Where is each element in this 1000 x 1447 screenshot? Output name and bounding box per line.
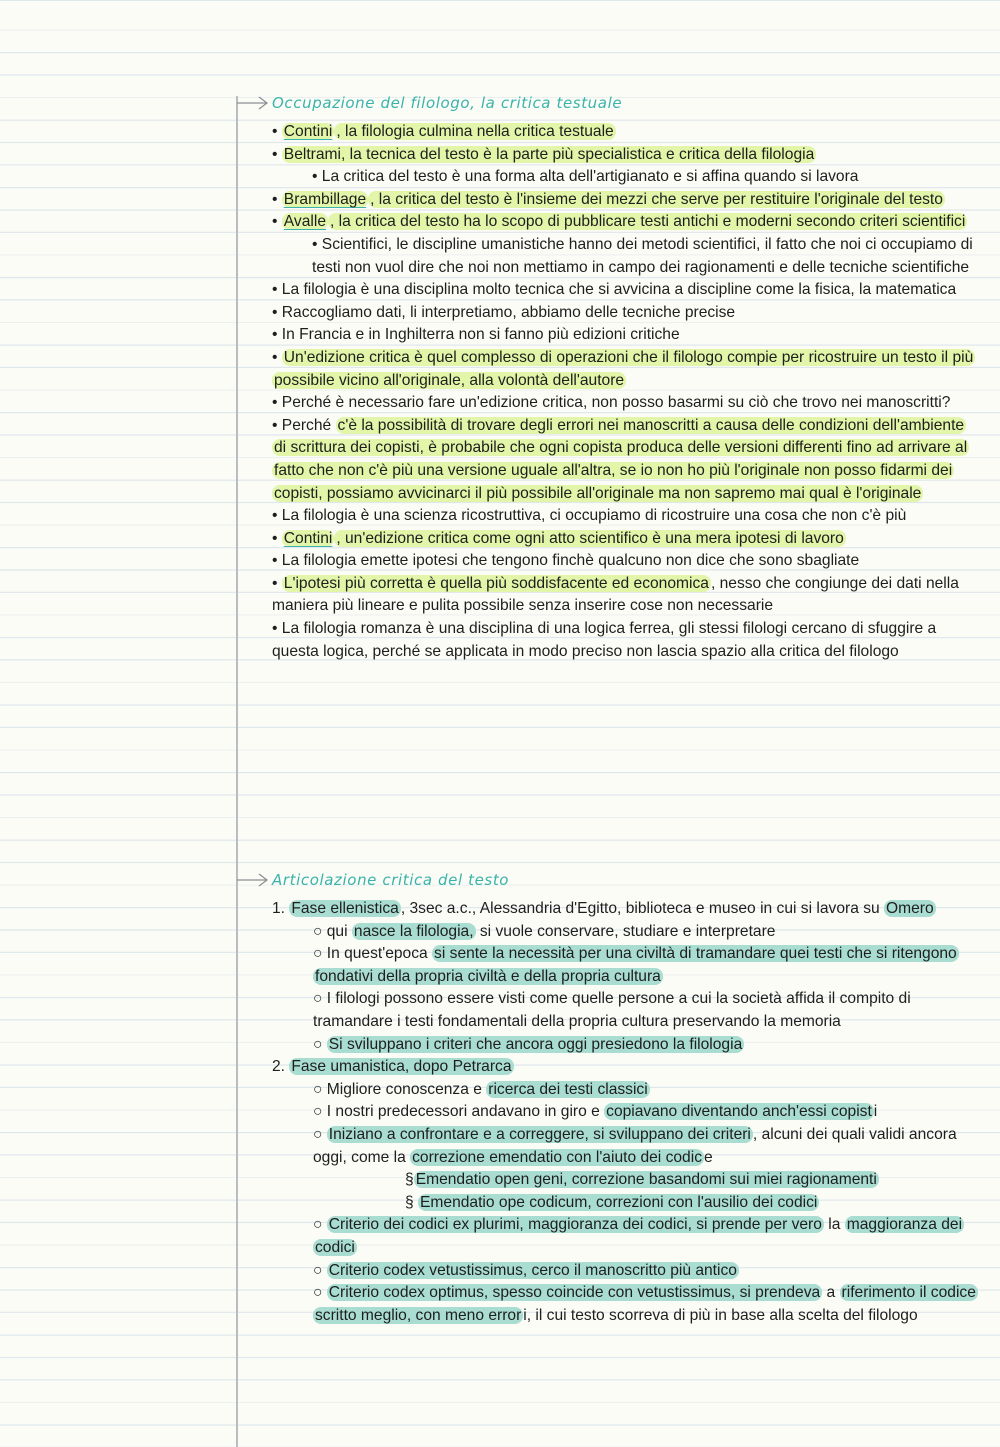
bullet-item xyxy=(272,898,978,921)
note-text: 2. xyxy=(272,1058,290,1076)
note-text: ○ xyxy=(313,1261,327,1279)
note-text: • xyxy=(272,190,282,208)
highlighted-text: Emendatio ope codicum, correzioni con l'ausilio dei codici xyxy=(420,1193,818,1211)
margin-line xyxy=(236,96,238,1447)
sub-bullet-item xyxy=(312,234,978,279)
highlighted-text: nasce la filologia, xyxy=(353,922,474,940)
note-text: a xyxy=(822,1284,840,1302)
sub-bullet-item xyxy=(313,988,978,1033)
bullet-item xyxy=(272,189,978,212)
highlighted-text: Contini xyxy=(283,123,333,140)
note-text: ○ xyxy=(313,1035,327,1053)
sub-bullet-item xyxy=(313,943,978,988)
bullet-item xyxy=(272,573,978,618)
highlighted-text: , la critica del testo è l'insieme dei mezzi che serve per restituire l'originale del testo xyxy=(370,190,943,208)
bullet-item xyxy=(272,528,978,551)
note-text: ○ In quest'epoca xyxy=(313,945,433,963)
highlighted-text: Emendatio open geni, correzione basandomi sui miei ragionamenti xyxy=(415,1171,877,1189)
highlighted-text: maggioranza dei codici xyxy=(315,1216,963,1256)
note-text: ○ I nostri predecessori andavano in giro e xyxy=(313,1103,605,1121)
highlighted-text: , la filologia culmina nella critica testuale xyxy=(336,123,614,140)
notes-section-2 xyxy=(272,898,978,1327)
note-text: • xyxy=(272,529,282,547)
bullet-item xyxy=(272,211,978,234)
note-text: ○ xyxy=(313,1284,327,1302)
highlighted-text: Omero xyxy=(886,900,934,917)
highlighted-text: c'è la possibilità di trovare degli errori nei manoscritti a causa delle condizioni dell'ambiente di scrittura dei copisti, è probabile che ogni copista produca delle versioni differenti fino ad arrivare al fatto che non c'è più una versione uguale all'altra, se io non ho più l'originale non posso fidarmi dei copisti, possiamo avvicinarci il più possibile all'originale ma non sapremo mai qual è l'originale xyxy=(274,416,968,502)
sub-bullet-item xyxy=(313,1282,978,1327)
note-text: , alcuni dei quali validi ancora oggi, come la xyxy=(313,1125,957,1166)
highlighted-text: copiavano diventando anch'essi copist xyxy=(606,1103,872,1121)
note-text: • Scientifici, le discipline umanistiche hanno dei metodi scientifici, il fatto che noi ci occupiamo di testi non vuol dire che noi non mettiamo in campo dei ragionamenti e delle tecniche scientifiche xyxy=(312,235,973,276)
section-title-1: Occupazione del filologo, la critica testuale xyxy=(272,94,623,112)
note-text: • xyxy=(272,123,282,140)
note-text: i xyxy=(873,1103,878,1121)
bullet-item xyxy=(272,121,978,144)
highlighted-text: Iniziano a confrontare e a correggere, si sviluppano dei criteri xyxy=(328,1125,751,1143)
note-text: • La filologia romanza è una disciplina di una logica ferrea, gli stessi filologi cercano di sfuggire a questa logica, perché se applicata in modo preciso non lascia spazio alla critica del filologo xyxy=(272,620,937,660)
highlighted-text: correzione emendatio con l'aiuto dei codic xyxy=(412,1148,702,1166)
note-text: 1. xyxy=(272,900,290,917)
note-text: • La filologia è una disciplina molto tecnica che si avvicina a discipline come la fisica, la matematica xyxy=(272,281,957,299)
arrow-right-icon xyxy=(236,95,270,111)
note-text: • Perché xyxy=(272,416,336,434)
note-text: , 3sec a.c., Alessandria d'Egitto, biblioteca e museo in cui si lavora su xyxy=(400,900,884,917)
sub-bullet-item xyxy=(312,166,978,189)
note-text: • xyxy=(272,574,282,592)
bullet-item xyxy=(272,1056,978,1079)
note-text: si vuole conservare, studiare e interpretare xyxy=(475,922,776,940)
highlighted-text: Contini xyxy=(283,529,333,547)
note-text: • xyxy=(272,348,282,366)
bullet-item xyxy=(272,144,978,167)
highlighted-text: Criterio dei codici ex plurimi, maggioranza dei codici, si prende per vero xyxy=(328,1216,822,1234)
highlighted-text: Criterio codex vetustissimus, cerco il manoscritto più antico xyxy=(328,1261,737,1279)
highlighted-text: Beltrami, la tecnica del testo è la parte più specialistica e critica della filologia xyxy=(283,145,815,163)
highlighted-text: riferimento il codice scritto meglio, con meno error xyxy=(315,1284,976,1324)
notes-section-1 xyxy=(272,121,978,663)
sub-bullet-item xyxy=(313,1214,978,1259)
highlighted-text: , un'edizione critica come ogni atto scientifico è una mera ipotesi di lavoro xyxy=(336,529,844,547)
bullet-item xyxy=(272,392,978,415)
note-text: • Raccogliamo dati, li interpretiamo, abbiamo delle tecniche precise xyxy=(272,303,736,321)
sub-bullet-item xyxy=(313,1260,978,1283)
sub-bullet-item xyxy=(313,1034,978,1057)
note-text: • xyxy=(272,145,282,163)
highlighted-text: Avalle xyxy=(283,213,326,231)
sub-bullet-item xyxy=(405,1169,978,1192)
highlighted-text: ricerca dei testi classici xyxy=(488,1080,648,1098)
bullet-item xyxy=(272,324,978,347)
note-text: ○ Migliore conoscenza e xyxy=(313,1080,487,1098)
note-text: • In Francia e in Inghilterra non si fanno più edizioni critiche xyxy=(272,326,680,344)
bullet-item xyxy=(272,550,978,573)
highlighted-text: Fase ellenistica xyxy=(291,900,399,917)
bullet-item xyxy=(272,415,978,505)
bullet-item xyxy=(272,618,978,663)
highlighted-text: Un'edizione critica è quel complesso di operazioni che il filologo compie per ricostruire un testo il più possibile vicino all'originale, alla volontà dell'autore xyxy=(274,348,974,389)
bullet-item xyxy=(272,347,978,392)
highlighted-text: Fase umanistica, dopo Petrarca xyxy=(291,1058,512,1076)
highlighted-text: Criterio codex optimus, spesso coincide con vetustissimus, si prendeva xyxy=(328,1284,821,1302)
note-text: ○ xyxy=(313,1125,327,1143)
note-text: • La filologia emette ipotesi che tengono finchè qualcuno non dice che sono sbagliate xyxy=(272,552,860,570)
note-text: • La filologia è una scienza ricostruttiva, ci occupiamo di ricostruire una cosa che non c'è più xyxy=(272,507,907,525)
sub-bullet-item xyxy=(405,1192,978,1215)
highlighted-text: Si sviluppano i criteri che ancora oggi presiedono la filologia xyxy=(328,1035,743,1053)
highlighted-text: L'ipotesi più corretta è quella più soddisfacente ed economica xyxy=(283,574,709,592)
section-title-2: Articolazione critica del testo xyxy=(272,871,510,889)
note-text: la xyxy=(823,1216,845,1234)
sub-bullet-item xyxy=(313,1101,978,1124)
note-text: , nesso che congiunge dei dati nella maniera più lineare e pulita possibile senza inserire cose non necessarie xyxy=(272,574,959,615)
note-text: ○ qui xyxy=(313,922,352,940)
note-text: i, il cui testo scorreva di più in base alla scelta del filologo xyxy=(523,1306,918,1324)
note-text: • xyxy=(272,213,282,231)
bullet-item xyxy=(272,505,978,528)
bullet-item xyxy=(272,302,978,325)
sub-bullet-item xyxy=(313,1124,978,1169)
note-text: § xyxy=(405,1193,419,1211)
sub-bullet-item xyxy=(313,921,978,944)
highlighted-text: Brambillage xyxy=(283,190,367,208)
note-text: e xyxy=(704,1148,713,1166)
bullet-item xyxy=(272,279,978,302)
note-text: § xyxy=(405,1171,414,1189)
note-text: ○ xyxy=(313,1216,327,1234)
note-text: • Perché è necessario fare un'edizione critica, non posso basarmi su ciò che trovo nei manoscritti? xyxy=(272,394,951,412)
arrow-right-icon xyxy=(236,872,270,888)
note-text: • La critica del testo è una forma alta dell'artigianato e si affina quando si lavora xyxy=(312,168,859,186)
sub-bullet-item xyxy=(313,1079,978,1102)
note-text: ○ I filologi possono essere visti come quelle persone a cui la società affida il compito di tramandare i testi fondamentali della propria cultura preservando la memoria xyxy=(313,990,911,1030)
highlighted-text: si sente la necessità per una civiltà di tramandare quei testi che si ritengono fondativi della propria civiltà e della propria cultura xyxy=(315,945,957,985)
highlighted-text: , la critica del testo ha lo scopo di pubblicare testi antichi e moderni secondo criteri scientifici xyxy=(330,213,966,231)
